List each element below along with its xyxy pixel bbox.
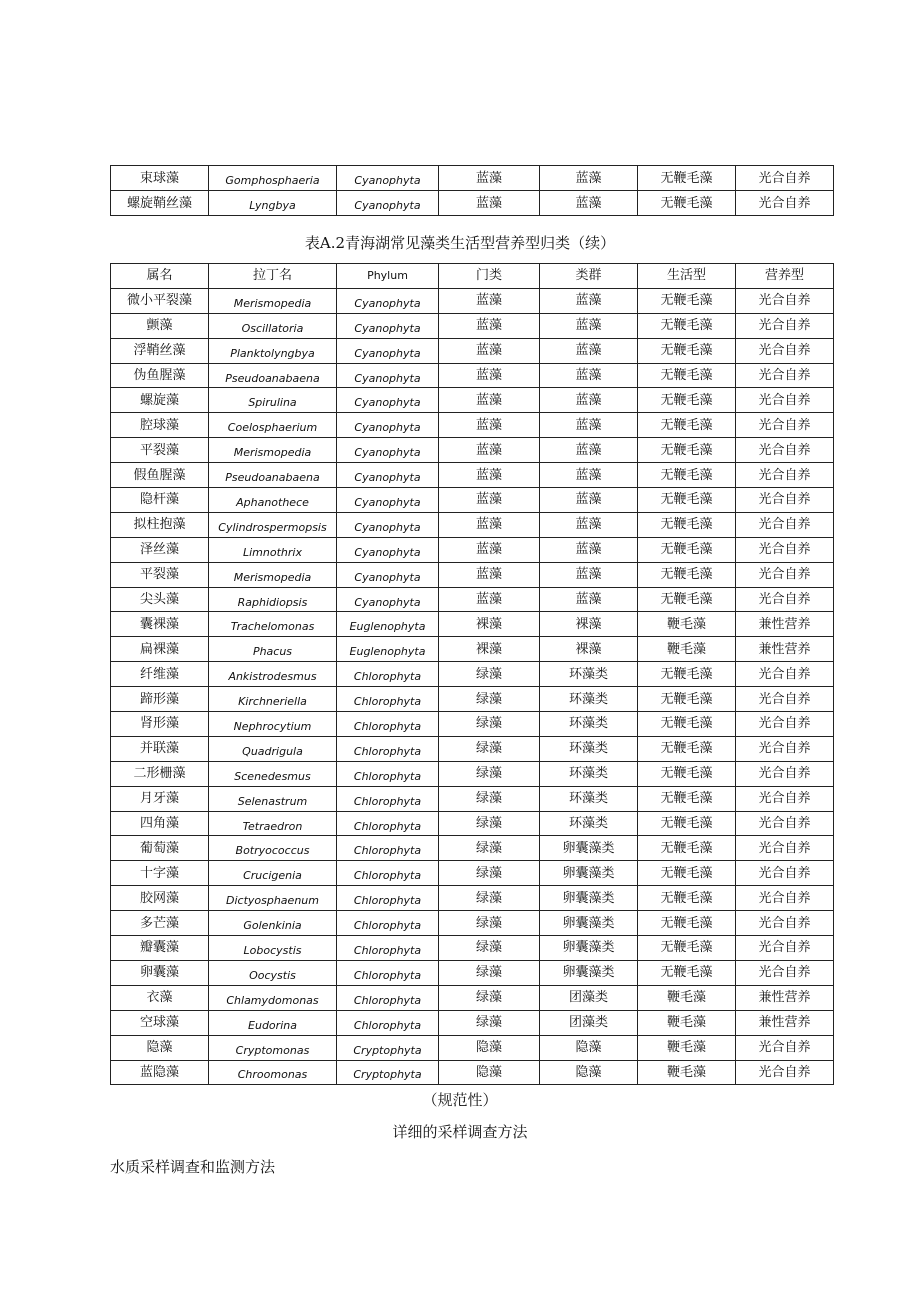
genus-cell: 平裂藻 [111, 562, 209, 587]
phylum-cell: Cyanophyta [337, 388, 439, 413]
group-cell: 环藻类 [540, 786, 638, 811]
division-cell: 蓝藻 [439, 413, 540, 438]
latin-name-cell: Lyngbya [209, 191, 337, 216]
life-form-cell: 无鞭毛藻 [638, 413, 736, 438]
table-row [111, 936, 834, 961]
life-form-cell: 无鞭毛藻 [638, 736, 736, 761]
division-cell: 蓝藻 [439, 313, 540, 338]
phylum-cell: Euglenophyta [337, 612, 439, 637]
table-row [111, 166, 834, 191]
genus-cell: 蹄形藻 [111, 687, 209, 712]
table-row [111, 537, 834, 562]
table-row [111, 313, 834, 338]
header-latin-name: 拉丁名 [209, 264, 337, 289]
nutrition-cell: 光合自养 [736, 861, 834, 886]
table-row [111, 1035, 834, 1060]
nutrition-cell: 光合自养 [736, 662, 834, 687]
group-cell: 蓝藻 [540, 463, 638, 488]
latin-name-cell: Merismopedia [209, 288, 337, 313]
latin-name-cell: Golenkinia [209, 911, 337, 936]
genus-cell: 蓝隐藻 [111, 1060, 209, 1085]
life-form-cell: 无鞭毛藻 [638, 786, 736, 811]
division-cell: 蓝藻 [439, 388, 540, 413]
nutrition-cell: 光合自养 [736, 313, 834, 338]
phylum-cell: Cyanophyta [337, 288, 439, 313]
nutrition-cell: 兼性营养 [736, 612, 834, 637]
division-cell: 蓝藻 [439, 587, 540, 612]
life-form-cell: 鞭毛藻 [638, 1035, 736, 1060]
division-cell: 绿藻 [439, 736, 540, 761]
division-cell: 裸藻 [439, 612, 540, 637]
division-cell: 蓝藻 [439, 363, 540, 388]
life-form-cell: 无鞭毛藻 [638, 687, 736, 712]
genus-cell: 并联藻 [111, 736, 209, 761]
table-row [111, 363, 834, 388]
latin-name-cell: Oscillatoria [209, 313, 337, 338]
group-cell: 隐藻 [540, 1060, 638, 1085]
group-cell: 蓝藻 [540, 537, 638, 562]
phylum-cell: Chlorophyta [337, 886, 439, 911]
phylum-cell: Cryptophyta [337, 1060, 439, 1085]
latin-name-cell: Tetraedron [209, 811, 337, 836]
group-cell: 卵囊藻类 [540, 936, 638, 961]
genus-cell: 月牙藻 [111, 786, 209, 811]
division-cell: 绿藻 [439, 911, 540, 936]
table-row [111, 761, 834, 786]
life-form-cell: 无鞭毛藻 [638, 662, 736, 687]
latin-name-cell: Nephrocytium [209, 712, 337, 737]
life-form-cell: 无鞭毛藻 [638, 488, 736, 513]
group-cell: 蓝藻 [540, 438, 638, 463]
life-form-cell: 无鞭毛藻 [638, 288, 736, 313]
genus-cell: 四角藻 [111, 811, 209, 836]
group-cell: 裸藻 [540, 637, 638, 662]
genus-cell: 束球藻 [111, 166, 209, 191]
latin-name-cell: Cryptomonas [209, 1035, 337, 1060]
nutrition-cell: 光合自养 [736, 911, 834, 936]
genus-cell: 肾形藻 [111, 712, 209, 737]
nutrition-cell: 光合自养 [736, 363, 834, 388]
header-genus: 属名 [111, 264, 209, 289]
genus-cell: 瓣囊藻 [111, 936, 209, 961]
group-cell: 卵囊藻类 [540, 886, 638, 911]
life-form-cell: 无鞭毛藻 [638, 886, 736, 911]
genus-cell: 拟柱抱藻 [111, 512, 209, 537]
genus-cell: 泽丝藻 [111, 537, 209, 562]
division-cell: 绿藻 [439, 687, 540, 712]
life-form-cell: 无鞭毛藻 [638, 911, 736, 936]
phylum-cell: Cyanophyta [337, 562, 439, 587]
nutrition-cell: 光合自养 [736, 1060, 834, 1085]
group-cell: 卵囊藻类 [540, 960, 638, 985]
group-cell: 蓝藻 [540, 191, 638, 216]
division-cell: 绿藻 [439, 811, 540, 836]
table-row [111, 637, 834, 662]
latin-name-cell: Botryococcus [209, 836, 337, 861]
latin-name-cell: Limnothrix [209, 537, 337, 562]
life-form-cell: 鞭毛藻 [638, 637, 736, 662]
latin-name-cell: Eudorina [209, 1010, 337, 1035]
group-cell: 团藻类 [540, 1010, 638, 1035]
latin-name-cell: Crucigenia [209, 861, 337, 886]
division-cell: 绿藻 [439, 662, 540, 687]
life-form-cell: 鞭毛藻 [638, 985, 736, 1010]
division-cell: 绿藻 [439, 761, 540, 786]
latin-name-cell: Selenastrum [209, 786, 337, 811]
phylum-cell: Chlorophyta [337, 936, 439, 961]
phylum-cell: Chlorophyta [337, 1010, 439, 1035]
latin-name-cell: Gomphosphaeria [209, 166, 337, 191]
group-cell: 蓝藻 [540, 488, 638, 513]
genus-cell: 扁裸藻 [111, 637, 209, 662]
phylum-cell: Cyanophyta [337, 338, 439, 363]
latin-name-cell: Pseudoanabaena [209, 363, 337, 388]
life-form-cell: 无鞭毛藻 [638, 338, 736, 363]
nutrition-cell: 光合自养 [736, 338, 834, 363]
latin-name-cell: Quadrigula [209, 736, 337, 761]
life-form-cell: 无鞭毛藻 [638, 438, 736, 463]
latin-name-cell: Coelosphaerium [209, 413, 337, 438]
phylum-cell: Chlorophyta [337, 687, 439, 712]
nutrition-cell: 光合自养 [736, 512, 834, 537]
phylum-cell: Chlorophyta [337, 712, 439, 737]
life-form-cell: 无鞭毛藻 [638, 861, 736, 886]
phylum-cell: Cyanophyta [337, 587, 439, 612]
latin-name-cell: Ankistrodesmus [209, 662, 337, 687]
life-form-cell: 鞭毛藻 [638, 1010, 736, 1035]
latin-name-cell: Planktolyngbya [209, 338, 337, 363]
table-row [111, 960, 834, 985]
nutrition-cell: 光合自养 [736, 1035, 834, 1060]
division-cell: 隐藻 [439, 1035, 540, 1060]
latin-name-cell: Raphidiopsis [209, 587, 337, 612]
life-form-cell: 无鞭毛藻 [638, 463, 736, 488]
phylum-cell: Cryptophyta [337, 1035, 439, 1060]
table-header-row [111, 264, 834, 289]
nutrition-cell: 光合自养 [736, 562, 834, 587]
genus-cell: 螺旋藻 [111, 388, 209, 413]
header-division: 门类 [439, 264, 540, 289]
genus-cell: 葡萄藻 [111, 836, 209, 861]
phylum-cell: Chlorophyta [337, 761, 439, 786]
genus-cell: 平裂藻 [111, 438, 209, 463]
group-cell: 环藻类 [540, 761, 638, 786]
nutrition-cell: 光合自养 [736, 166, 834, 191]
latin-name-cell: Spirulina [209, 388, 337, 413]
division-cell: 绿藻 [439, 786, 540, 811]
nutrition-cell: 光合自养 [736, 537, 834, 562]
table-row [111, 736, 834, 761]
division-cell: 蓝藻 [439, 191, 540, 216]
latin-name-cell: Pseudoanabaena [209, 463, 337, 488]
table-row [111, 512, 834, 537]
table-row [111, 1010, 834, 1035]
genus-cell: 囊裸藻 [111, 612, 209, 637]
phylum-cell: Chlorophyta [337, 836, 439, 861]
life-form-cell: 无鞭毛藻 [638, 712, 736, 737]
division-cell: 蓝藻 [439, 338, 540, 363]
genus-cell: 卵囊藻 [111, 960, 209, 985]
division-cell: 蓝藻 [439, 488, 540, 513]
life-form-cell: 鞭毛藻 [638, 612, 736, 637]
algae-table [110, 263, 834, 1085]
group-cell: 环藻类 [540, 662, 638, 687]
latin-name-cell: Aphanothece [209, 488, 337, 513]
nutrition-cell: 光合自养 [736, 936, 834, 961]
genus-cell: 颤藻 [111, 313, 209, 338]
header-nutrition-type: 营养型 [736, 264, 834, 289]
table-row [111, 861, 834, 886]
group-cell: 蓝藻 [540, 313, 638, 338]
phylum-cell: Chlorophyta [337, 911, 439, 936]
nutrition-cell: 光合自养 [736, 960, 834, 985]
life-form-cell: 无鞭毛藻 [638, 587, 736, 612]
group-cell: 蓝藻 [540, 288, 638, 313]
nutrition-cell: 兼性营养 [736, 1010, 834, 1035]
table-row [111, 463, 834, 488]
division-cell: 蓝藻 [439, 463, 540, 488]
nutrition-cell: 光合自养 [736, 191, 834, 216]
table-row [111, 786, 834, 811]
table-row [111, 836, 834, 861]
group-cell: 裸藻 [540, 612, 638, 637]
nutrition-cell: 光合自养 [736, 736, 834, 761]
table-row [111, 488, 834, 513]
nutrition-cell: 光合自养 [736, 811, 834, 836]
division-cell: 隐藻 [439, 1060, 540, 1085]
table-row [111, 886, 834, 911]
life-form-cell: 无鞭毛藻 [638, 537, 736, 562]
nutrition-cell: 光合自养 [736, 413, 834, 438]
phylum-cell: Chlorophyta [337, 786, 439, 811]
group-cell: 蓝藻 [540, 562, 638, 587]
division-cell: 绿藻 [439, 836, 540, 861]
group-cell: 蓝藻 [540, 338, 638, 363]
life-form-cell: 无鞭毛藻 [638, 512, 736, 537]
life-form-cell: 无鞭毛藻 [638, 562, 736, 587]
nutrition-cell: 光合自养 [736, 786, 834, 811]
division-cell: 蓝藻 [439, 512, 540, 537]
latin-name-cell: Scenedesmus [209, 761, 337, 786]
division-cell: 绿藻 [439, 861, 540, 886]
table-row [111, 438, 834, 463]
division-cell: 绿藻 [439, 985, 540, 1010]
life-form-cell: 无鞭毛藻 [638, 313, 736, 338]
genus-cell: 螺旋鞘丝藻 [111, 191, 209, 216]
group-cell: 卵囊藻类 [540, 836, 638, 861]
phylum-cell: Cyanophyta [337, 488, 439, 513]
latin-name-cell: Dictyosphaenum [209, 886, 337, 911]
table-row [111, 338, 834, 363]
genus-cell: 二形栅藻 [111, 761, 209, 786]
phylum-cell: Cyanophyta [337, 438, 439, 463]
table-row [111, 911, 834, 936]
phylum-cell: Chlorophyta [337, 985, 439, 1010]
division-cell: 绿藻 [439, 936, 540, 961]
table-row [111, 985, 834, 1010]
header-life-form: 生活型 [638, 264, 736, 289]
life-form-cell: 无鞭毛藻 [638, 363, 736, 388]
nutrition-cell: 兼性营养 [736, 637, 834, 662]
phylum-cell: Chlorophyta [337, 662, 439, 687]
life-form-cell: 无鞭毛藻 [638, 811, 736, 836]
normative-note: （规范性） [422, 1091, 498, 1109]
division-cell: 蓝藻 [439, 166, 540, 191]
table-row [111, 662, 834, 687]
genus-cell: 胶网藻 [111, 886, 209, 911]
life-form-cell: 鞭毛藻 [638, 1060, 736, 1085]
latin-name-cell: Lobocystis [209, 936, 337, 961]
header-phylum: Phylum [337, 264, 439, 289]
latin-name-cell: Cylindrospermopsis [209, 512, 337, 537]
table-row [111, 612, 834, 637]
genus-cell: 隐杆藻 [111, 488, 209, 513]
division-cell: 蓝藻 [439, 438, 540, 463]
life-form-cell: 无鞭毛藻 [638, 191, 736, 216]
group-cell: 卵囊藻类 [540, 911, 638, 936]
life-form-cell: 无鞭毛藻 [638, 936, 736, 961]
latin-name-cell: Merismopedia [209, 562, 337, 587]
phylum-cell: Chlorophyta [337, 736, 439, 761]
group-cell: 蓝藻 [540, 166, 638, 191]
table-row [111, 687, 834, 712]
division-cell: 绿藻 [439, 712, 540, 737]
nutrition-cell: 光合自养 [736, 687, 834, 712]
phylum-cell: Cyanophyta [337, 313, 439, 338]
group-cell: 蓝藻 [540, 388, 638, 413]
division-cell: 蓝藻 [439, 537, 540, 562]
nutrition-cell: 光合自养 [736, 836, 834, 861]
genus-cell: 伪鱼腥藻 [111, 363, 209, 388]
nutrition-cell: 光合自养 [736, 712, 834, 737]
life-form-cell: 无鞭毛藻 [638, 166, 736, 191]
phylum-cell: Cyanophyta [337, 363, 439, 388]
table-row [111, 413, 834, 438]
phylum-cell: Chlorophyta [337, 861, 439, 886]
division-cell: 绿藻 [439, 960, 540, 985]
nutrition-cell: 兼性营养 [736, 985, 834, 1010]
nutrition-cell: 光合自养 [736, 488, 834, 513]
latin-name-cell: Trachelomonas [209, 612, 337, 637]
nutrition-cell: 光合自养 [736, 463, 834, 488]
table-row [111, 191, 834, 216]
latin-name-cell: Chroomonas [209, 1060, 337, 1085]
latin-name-cell: Chlamydomonas [209, 985, 337, 1010]
genus-cell: 假鱼腥藻 [111, 463, 209, 488]
group-cell: 环藻类 [540, 712, 638, 737]
table-title: 表A.2青海湖常见藻类生活型营养型归类（续） [304, 234, 616, 252]
group-cell: 环藻类 [540, 811, 638, 836]
genus-cell: 腔球藻 [111, 413, 209, 438]
latin-name-cell: Kirchneriella [209, 687, 337, 712]
group-cell: 卵囊藻类 [540, 861, 638, 886]
latin-name-cell: Merismopedia [209, 438, 337, 463]
genus-cell: 尖头藻 [111, 587, 209, 612]
life-form-cell: 无鞭毛藻 [638, 761, 736, 786]
top-table [110, 165, 834, 216]
table-row [111, 1060, 834, 1085]
phylum-cell: Cyanophyta [337, 463, 439, 488]
group-cell: 隐藻 [540, 1035, 638, 1060]
phylum-cell: Cyanophyta [337, 413, 439, 438]
genus-cell: 隐藻 [111, 1035, 209, 1060]
table-row [111, 288, 834, 313]
group-cell: 团藻类 [540, 985, 638, 1010]
group-cell: 蓝藻 [540, 363, 638, 388]
latin-name-cell: Oocystis [209, 960, 337, 985]
nutrition-cell: 光合自养 [736, 761, 834, 786]
phylum-cell: Chlorophyta [337, 811, 439, 836]
latin-name-cell: Phacus [209, 637, 337, 662]
section-heading: 水质采样调查和监测方法 [110, 1158, 276, 1176]
phylum-cell: Cyanophyta [337, 191, 439, 216]
genus-cell: 十字藻 [111, 861, 209, 886]
life-form-cell: 无鞭毛藻 [638, 960, 736, 985]
group-cell: 蓝藻 [540, 512, 638, 537]
table-row [111, 712, 834, 737]
group-cell: 蓝藻 [540, 587, 638, 612]
nutrition-cell: 光合自养 [736, 587, 834, 612]
nutrition-cell: 光合自养 [736, 438, 834, 463]
division-cell: 绿藻 [439, 1010, 540, 1035]
header-group: 类群 [540, 264, 638, 289]
group-cell: 环藻类 [540, 687, 638, 712]
table-row [111, 388, 834, 413]
table-row [111, 811, 834, 836]
division-cell: 裸藻 [439, 637, 540, 662]
life-form-cell: 无鞭毛藻 [638, 836, 736, 861]
division-cell: 绿藻 [439, 886, 540, 911]
genus-cell: 浮鞘丝藻 [111, 338, 209, 363]
phylum-cell: Euglenophyta [337, 637, 439, 662]
genus-cell: 纤维藻 [111, 662, 209, 687]
genus-cell: 多芒藻 [111, 911, 209, 936]
division-cell: 蓝藻 [439, 562, 540, 587]
table-row [111, 587, 834, 612]
life-form-cell: 无鞭毛藻 [638, 388, 736, 413]
group-cell: 环藻类 [540, 736, 638, 761]
phylum-cell: Cyanophyta [337, 512, 439, 537]
division-cell: 蓝藻 [439, 288, 540, 313]
nutrition-cell: 光合自养 [736, 388, 834, 413]
phylum-cell: Cyanophyta [337, 537, 439, 562]
method-title: 详细的采样调查方法 [392, 1123, 528, 1141]
table-row [111, 562, 834, 587]
nutrition-cell: 光合自养 [736, 288, 834, 313]
nutrition-cell: 光合自养 [736, 886, 834, 911]
genus-cell: 衣藻 [111, 985, 209, 1010]
genus-cell: 微小平裂藻 [111, 288, 209, 313]
phylum-cell: Cyanophyta [337, 166, 439, 191]
phylum-cell: Chlorophyta [337, 960, 439, 985]
genus-cell: 空球藻 [111, 1010, 209, 1035]
group-cell: 蓝藻 [540, 413, 638, 438]
